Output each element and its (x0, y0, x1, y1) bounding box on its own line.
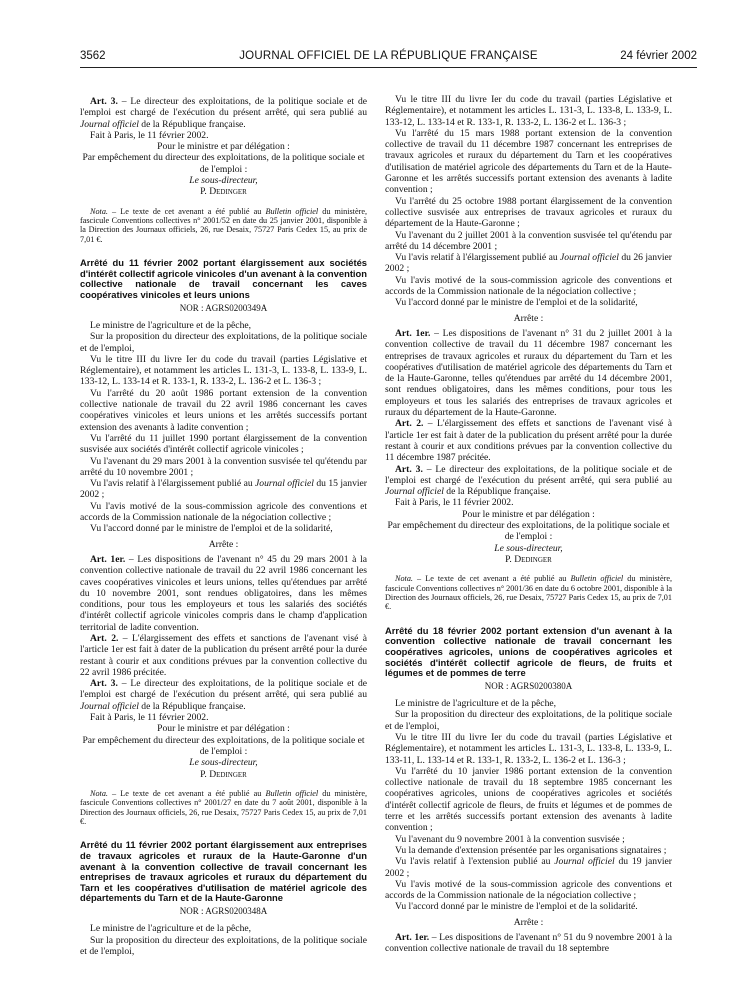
done-at: Fait à Paris, le 11 février 2002. (90, 129, 209, 141)
signature-role: Le sous-directeur, (189, 757, 258, 769)
signature-line: Pour le ministre et par délégation : (157, 141, 290, 153)
journal-title: JOURNAL OFFICIEL DE LA RÉPUBLIQUE FRANÇAISE (239, 50, 538, 62)
decree-title: Arrêté du 11 février 2002 portant élargissement aux sociétés d'intérêt collectif agricole vinicoles d'un avenant à la convention collective nationale de travail concernant les caves coopératives vinicoles et leurs unions (80, 257, 367, 301)
nor-reference: NOR : AGRS0200348A (179, 906, 268, 917)
paragraph: Vu la demande d'extension présentée par les organisations signataires ; (395, 844, 667, 856)
paragraph: Vu l'avenant du 9 novembre 2001 à la convention susvisée ; (395, 833, 625, 845)
signatory-name: P. Dedinger (200, 186, 247, 198)
paragraph: Vu l'avis relatif à l'élargissement publié au Journal officiel du 26 janvier 2002 ; (385, 252, 672, 275)
signature-line: Pour le ministre et par délégation : (157, 723, 290, 735)
signature-line: Pour le ministre et par délégation : (462, 508, 595, 520)
paragraph: Sur la proposition du directeur des exploitations, de la politique sociale et de l'emploi, (80, 934, 367, 957)
arrete-heading: Arrête : (208, 538, 239, 550)
paragraph: Vu l'avis motivé de la sous-commission agricole des conventions et accords de la Commission nationale de la négociation collective ; (385, 274, 672, 298)
page-number: 3562 (80, 50, 106, 62)
paragraph: Sur la proposition du directeur des exploitations, de la politique sociale et de l'emploi, (80, 331, 367, 354)
decree-title: Arrêté du 11 février 2002 portant élargissement aux entreprises de travaux agricoles et ruraux de la Haute-Garonne d'un avenant à la convention collective de travail concernant les entreprises de travaux agricoles et ruraux du département du Tarn et les coopératives d'utilisation de matériel agricole des départements du Tarn et de la Haute-Garonne (80, 839, 367, 904)
nota: Nota. – Le texte de cet avenant a été publié au Bulletin officiel du ministère, fascicule Conventions collectives n° 2001/52 en date du 25 janvier 2001, disponible à la Direction des Journaux officiels, 26, rue Desaix, 75727 Paris Cedex 15, au prix de 7,01 €. (80, 206, 368, 244)
decree-title: Arrêté du 18 février 2002 portant extension d'un avenant à la convention collective nationale de travail concernant les coopératives agricoles, unions de coopératives agricoles et sociétés d'intérêt collectif agricole de fleurs, de fruits et légumes et de pommes de terre (385, 624, 672, 679)
paragraph: Vu le titre III du livre Ier du code du travail (parties Législative et Réglementaire), et notamment les articles L. 131-3, L. 133-8, L. 133-9, L. 133-12, L. 133-14 et R. 133-1, R. 133-2, L. 136-2 et L. 136-3 ; (385, 94, 672, 128)
article-2: Art. 2. – L'élargissement des effets et sanctions de l'avenant visé à l'article 1er est fait à dater de la publication du présent arrêté pour la durée restant à courir et aux conditions prévues par la convention collective du 22 avril 1986 précitée. (80, 632, 368, 678)
paragraph: Vu l'arrêté du 15 mars 1988 portant extension de la convention collective de travail du 11 décembre 1987 concernant les entreprises de travaux agricoles et ruraux du département du Tarn et les coopératives d'utilisation de matériel agricole des départements du Tarn et de la Haute-Garonne et les arrêtés successifs portant extension des avenants à ladite convention ; (385, 127, 672, 196)
right-column (385, 94, 672, 955)
paragraph: Sur la proposition du directeur des exploitations, de la politique sociale et de l'emploi, (385, 709, 672, 732)
paragraph: Vu l'arrêté du 10 janvier 1986 portant extension de la convention collective nationale de travail du 18 septembre 1985 concernant les coopératives agricoles, unions de coopératives agricoles et sociétés d'intérêt collectif agricole de fleurs, de fruits et légumes et de pommes de terre et les arrêtés successifs portant extension des avenants à ladite convention ; (385, 765, 672, 834)
nor-reference: NOR : AGRS0200380A (484, 680, 573, 691)
page-header (80, 46, 697, 66)
nota: Nota. – Le texte de cet avenant a été publié au Bulletin officiel du ministère, fascicule Conventions collectives n° 2001/36 en date du 6 octobre 2001, disponible à la Direction des Journaux officiels, 26, rue Desaix, 75727 Paris Cedex 15, au prix de 7,01 €. (385, 574, 673, 612)
signature-role: Le sous-directeur, (494, 542, 563, 554)
arrete-heading: Arrête : (513, 916, 544, 928)
paragraph: Le ministre de l'agriculture et de la pêche, (395, 698, 557, 710)
paragraph: Vu l'arrêté du 25 octobre 1988 portant élargissement de la convention collective susvisée aux entreprises de travaux agricoles et ruraux du département de la Haute-Garonne ; (385, 195, 672, 230)
paragraph: Vu l'avis relatif à l'élargissement publié au Journal officiel du 15 janvier 2002 ; (80, 478, 367, 501)
nota: Nota. – Le texte de cet avenant a été publié au Bulletin officiel du ministère, fascicule Conventions collectives n° 2001/27 en date du 7 août 2001, disponible à la Direction des Journaux officiels, 26, rue Desaix, 75727 Paris Cedex 15, au prix de 7,01 €. (80, 788, 368, 827)
paragraph: Vu l'arrêté du 11 juillet 1990 portant élargissement de la convention susvisée aux sociétés d'intérêt collectif agricole vinicoles ; (80, 432, 367, 456)
paragraph: Le ministre de l'agriculture et de la pêche, (90, 923, 252, 935)
paragraph: Vu l'accord donné par le ministre de l'emploi et de la solidarité, (395, 297, 638, 309)
done-at: Fait à Paris, le 11 février 2002. (90, 712, 209, 724)
paragraph: Vu l'avenant du 2 juillet 2001 à la convention susvisée tel qu'étendu par arrêté du 14 décembre 2001 ; (385, 229, 672, 252)
paragraph: Vu l'arrêté du 20 août 1986 portant extension de la convention collective nationale de travail du 22 avril 1986 concernant les caves coopératives vinicoles et leurs unions et les arrêtés successifs portant extension des avenants à ladite convention ; (80, 387, 367, 433)
arrete-heading: Arrête : (513, 312, 544, 324)
nor-reference: NOR : AGRS0200349A (179, 302, 268, 313)
signature-line: Par empêchement du directeur des exploitations, de la politique sociale et de l'emploi : (82, 152, 365, 175)
header-rule (80, 67, 697, 68)
signatory-name: P. Dedinger (200, 768, 247, 780)
article-1: Art. 1er. – Les dispositions de l'avenant n° 51 du 9 novembre 2001 à la convention collective nationale de travail du 18 septembre (385, 932, 672, 955)
issue-date: 24 février 2002 (620, 50, 697, 62)
article-3: Art. 3. – Le directeur des exploitations, de la politique sociale et de l'emploi est chargé de l'exécution du présent arrêté, qui sera publié au Journal officiel de la République française. (80, 96, 367, 130)
paragraph: Vu l'avis motivé de la sous-commission agricole des conventions et accords de la Commission nationale de la négociation collective ; (80, 500, 367, 524)
paragraph: Vu l'accord donné par le ministre de l'emploi et de la solidarité. (395, 901, 638, 913)
signatory-name: P. Dedinger (505, 553, 552, 565)
signature-line: Par empêchement du directeur des exploitations, de la politique sociale et de l'emploi : (387, 519, 670, 543)
paragraph: Vu le titre III du livre Ier du code du travail (parties Législative et Réglementaire), et notamment les articles L. 131-3, L. 133-8, L. 133-9, L. 133-12, L. 133-14 et R. 133-1, R. 133-2, L. 136-2 et L. 136-3 ; (80, 353, 367, 388)
paragraph: Vu l'avenant du 29 mars 2001 à la convention susvisée tel qu'étendu par arrêté du 10 novembre 2001 ; (80, 455, 367, 478)
article-1: Art. 1er. – Les dispositions de l'avenant n° 45 du 29 mars 2001 à la convention collective nationale de travail du 22 avril 1986 concernant les caves coopératives vinicoles et leurs unions, telles qu'étendues par arrêté du 10 novembre 2001, sont rendues obligatoires, dans les mêmes conditions, pour tous les employeurs et tous les salariés des sociétés d'intérêt collectif agricole vinicoles compris dans le champ d'application territorial de ladite convention. (80, 553, 367, 633)
article-1: Art. 1er. – Les dispositions de l'avenant n° 31 du 2 juillet 2001 à la convention collective de travail du 11 décembre 1987 concernant les entreprises de travaux agricoles et ruraux du département du Tarn et les coopératives d'utilisation de matériel agricole des départements du Tarn et de la Haute-Garonne, telles qu'étendues par arrêté du 14 décembre 2001, sont rendues obligatoires, dans les mêmes conditions, pour tous les employeurs et tous les salariés des entreprises de travaux agricoles et ruraux du département de la Haute-Garonne. (385, 327, 672, 419)
paragraph: Vu l'accord donné par le ministre de l'emploi et de la solidarité, (90, 523, 333, 535)
left-column (80, 96, 367, 957)
article-3: Art. 3. – Le directeur des exploitations, de la politique sociale et de l'emploi est chargé de l'exécution du présent arrêté, qui sera publié au Journal officiel de la République française. (80, 678, 367, 712)
signature-line: Par empêchement du directeur des exploitations, de la politique sociale et de l'emploi : (82, 734, 365, 757)
paragraph: Vu l'avis relatif à l'extension publié au Journal officiel du 19 janvier 2002 ; (385, 856, 672, 879)
article-2: Art. 2. – L'élargissement des effets et sanctions de l'avenant visé à l'article 1er est fait à dater de la publication du présent arrêté pour la durée restant à courir et aux conditions prévues par la convention collective du 11 décembre 1987 précitée. (385, 418, 673, 464)
article-3: Art. 3. – Le directeur des exploitations, de la politique sociale et de l'emploi est chargé de l'exécution du présent arrêté, qui sera publié au Journal officiel de la République française. (385, 463, 672, 498)
paragraph: Vu le titre III du livre Ier du code du travail (parties Législative et Réglementaire), et notamment les articles L. 131-3, L. 133-8, L. 133-9, L. 133-11, L. 133-14 et R. 133-1, R. 133-2, L. 136-2 et L. 136-3 ; (385, 731, 672, 766)
signature-role: Le sous-directeur, (189, 175, 258, 187)
paragraph: Vu l'avis motivé de la sous-commission agricole des conventions et accords de la Commission nationale de la négociation collective ; (385, 878, 672, 902)
done-at: Fait à Paris, le 11 février 2002. (395, 497, 514, 509)
paragraph: Le ministre de l'agriculture et de la pêche, (90, 319, 252, 331)
